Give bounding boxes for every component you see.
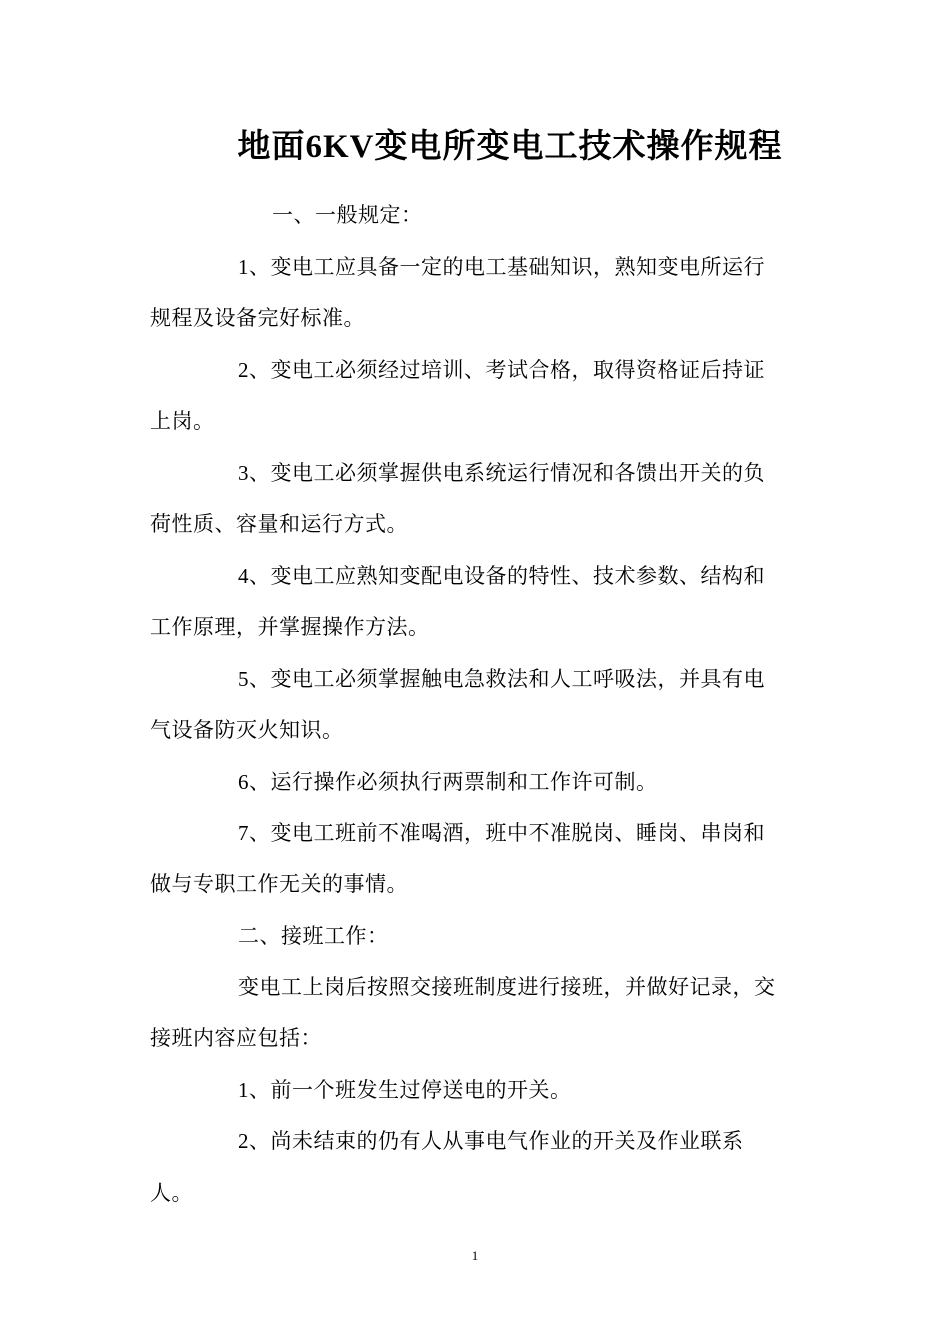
item-2-line-1	[238, 355, 765, 385]
item-text: 、变电工必须经过培训、考试合格，取得资格证后持证	[249, 358, 765, 382]
item-number: 4	[238, 564, 249, 588]
item-text: 、变电工必须掌握触电急救法和人工呼吸法，并具有电	[249, 667, 765, 691]
item-2-line-2: 上岗。	[150, 409, 215, 433]
item-5-line-2: 气设备防灭火知识。	[150, 718, 344, 742]
item-number: 1	[238, 1078, 249, 1102]
item-number: 7	[238, 821, 249, 845]
page-number: 1	[471, 1248, 479, 1263]
item-text: 、变电工必须掌握供电系统运行情况和各馈出开关的负	[249, 461, 765, 485]
item-text: 、运行操作必须执行两票制和工作许可制。	[249, 770, 658, 794]
item-3-line-2: 荷性质、容量和运行方式。	[150, 512, 408, 536]
item-text: 、前一个班发生过停送电的开关。	[249, 1078, 572, 1102]
item-text: 、变电工班前不准喝酒，班中不准脱岗、睡岗、串岗和	[249, 821, 765, 845]
item-number: 2	[238, 1129, 249, 1153]
item-number: 6	[238, 770, 249, 794]
item-7-line-2: 做与专职工作无关的事情。	[150, 872, 408, 896]
item-number: 5	[238, 667, 249, 691]
item-4-line-1	[238, 561, 765, 591]
item-6-line-1	[238, 767, 658, 797]
handover-item-2-line-2: 人。	[150, 1181, 193, 1205]
item-number: 2	[238, 358, 249, 382]
document-title: 地面6KV变电所变电工技术操作规程	[237, 129, 783, 165]
item-3-line-1	[238, 458, 765, 488]
item-5-line-1	[238, 664, 765, 694]
section2-intro-line-2: 接班内容应包括：	[150, 1026, 322, 1050]
item-1-line-1	[238, 252, 765, 282]
item-text: 、变电工应具备一定的电工基础知识，熟知变电所运行	[249, 255, 765, 279]
item-number: 3	[238, 461, 249, 485]
item-1-line-2: 规程及设备完好标准。	[150, 306, 365, 330]
item-7-line-1	[238, 818, 765, 848]
item-number: 1	[238, 255, 249, 279]
section2-intro-line-1: 变电工上岗后按照交接班制度进行接班，并做好记录，交	[238, 975, 776, 999]
section-heading-handover: 二、接班工作：	[238, 924, 389, 948]
section-heading-general: 一、一般规定：	[272, 203, 423, 227]
handover-item-1-line-1	[238, 1075, 572, 1105]
item-text: 、尚未结束的仍有人从事电气作业的开关及作业联系	[249, 1129, 744, 1153]
item-text: 、变电工应熟知变配电设备的特性、技术参数、结构和	[249, 564, 765, 588]
handover-item-2-line-1	[238, 1126, 744, 1156]
item-4-line-2: 工作原理，并掌握操作方法。	[150, 615, 430, 639]
